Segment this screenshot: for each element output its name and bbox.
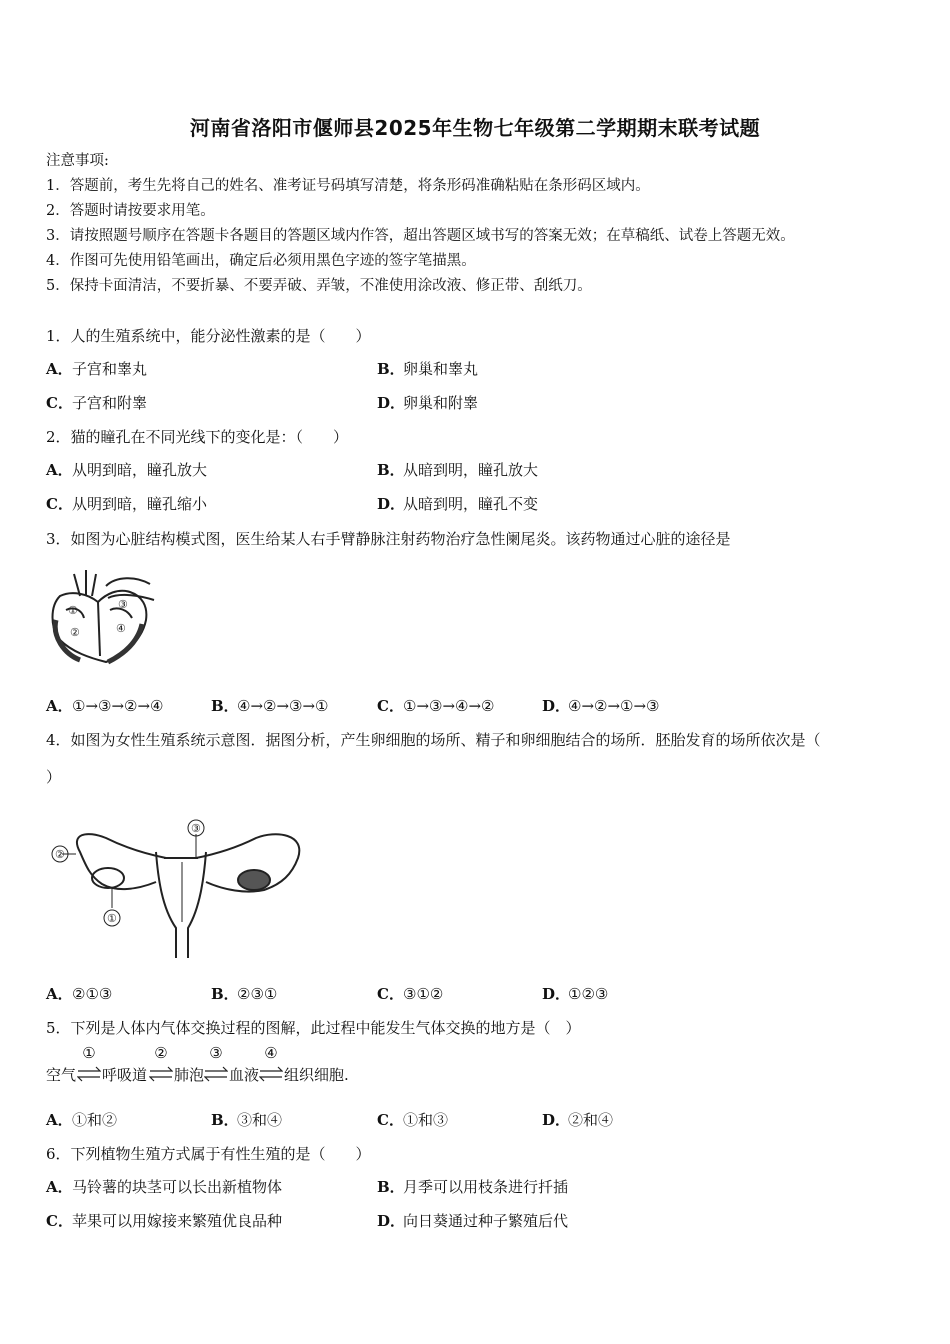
question-4-option-c [377, 984, 443, 1004]
option-text: 从暗到明，瞳孔不变 [403, 495, 539, 513]
option-text: ③①② [403, 985, 444, 1003]
option-text: ①→③→④→② [403, 697, 495, 715]
reversible-arrow-icon [149, 1066, 173, 1082]
notice-item: 1．答题前，考生先将自己的姓名、准考证号码填写清楚，将条形码准确粘贴在条形码区域内。 [46, 178, 650, 194]
question-4-option-a [46, 984, 112, 1004]
reversible-arrow-icon [77, 1066, 101, 1082]
option-text: ②①③ [72, 985, 113, 1003]
option-text: 从明到暗，瞳孔放大 [72, 461, 208, 479]
option-text: ①②③ [568, 985, 609, 1003]
option-label: C． [46, 1212, 73, 1230]
option-text: 马铃薯的块茎可以长出新植物体 [72, 1178, 283, 1196]
option-text: 月季可以用枝条进行扦插 [403, 1178, 569, 1196]
question-4-stem: 4．如图为女性生殖系统示意图．据图分析，产生卵细胞的场所、精子和卵细胞结合的场所．胚胎发育的场所依次是（ [46, 731, 821, 749]
equation-step-number: ③ [209, 1044, 223, 1062]
option-text: ①→③→②→④ [72, 697, 164, 715]
option-text: ④→②→①→③ [568, 697, 660, 715]
notice-item: 5．保持卡面清洁，不要折暴、不要弄破、弄皱，不准使用涂改液、修正带、刮纸刀。 [46, 278, 592, 294]
option-label: B． [377, 461, 405, 479]
option-text: 卵巢和睾丸 [403, 360, 479, 378]
heart-aorta-arch [106, 578, 154, 600]
question-6-option-b [377, 1177, 568, 1197]
question-4-option-d [542, 984, 608, 1004]
heart-label-4: ④ [116, 622, 126, 635]
option-label: D． [377, 495, 406, 513]
question-2-option-b [377, 460, 538, 480]
equation-step-number: ① [82, 1044, 96, 1062]
question-2-stem: 2．猫的瞳孔在不同光线下的变化是：（ ） [46, 428, 349, 446]
left-ovary [92, 868, 124, 888]
equation-step-number: ④ [264, 1044, 278, 1062]
uterus-label-1: ① [107, 912, 117, 925]
notice-heading: 注意事项: [46, 153, 109, 169]
gas-exchange-equation [46, 1044, 406, 1094]
question-5-option-c [377, 1110, 448, 1130]
heart-label-2: ② [70, 626, 80, 639]
equation-term: 肺泡 [174, 1066, 205, 1084]
left-oviduct [77, 834, 166, 889]
equation-term: 血液 [229, 1066, 260, 1084]
uterus-label-2: ② [55, 848, 65, 861]
option-label: C． [46, 394, 73, 412]
question-4-option-b [211, 984, 277, 1004]
uterus-body [156, 852, 206, 958]
question-1-option-a [46, 359, 147, 379]
option-label: A． [46, 1111, 73, 1129]
heart-label-1: ① [68, 604, 78, 617]
option-text: ②和④ [568, 1111, 614, 1129]
reversible-arrow-icon [204, 1066, 228, 1082]
question-6-option-a [46, 1177, 282, 1197]
option-label: D． [542, 985, 571, 1003]
option-label: C． [377, 697, 404, 715]
question-6-option-d [377, 1211, 568, 1231]
page-title: 河南省洛阳市偃师县2025年生物七年级第二学期期末联考试题 [189, 116, 761, 140]
heart-label-3: ③ [118, 598, 128, 611]
option-label: A． [46, 360, 73, 378]
question-3-option-a [46, 696, 164, 716]
option-label: D． [542, 697, 571, 715]
notice-item: 3．请按照题号顺序在答题卡各题目的答题区域内作答，超出答题区域书写的答案无效；在草稿纸、试卷上答题无效。 [46, 228, 795, 244]
option-label: A． [46, 461, 73, 479]
heart-septum [98, 602, 100, 656]
option-text: 从暗到明，瞳孔放大 [403, 461, 539, 479]
option-text: ②③① [237, 985, 278, 1003]
option-text: ③和④ [237, 1111, 283, 1129]
right-ovary [238, 870, 270, 890]
equation-term: 组织细胞. [284, 1066, 349, 1084]
option-label: C． [377, 1111, 404, 1129]
option-label: A． [46, 985, 73, 1003]
notice-item: 2．答题时请按要求用笔。 [46, 203, 215, 219]
question-1-option-c [46, 393, 147, 413]
option-label: A． [46, 1178, 73, 1196]
option-label: C． [46, 495, 73, 513]
option-label: B． [211, 1111, 239, 1129]
option-label: D． [542, 1111, 571, 1129]
question-2-option-d [377, 494, 538, 514]
option-text: 子宫和附睾 [72, 394, 148, 412]
question-5-option-b [211, 1110, 282, 1130]
question-2-option-c [46, 494, 207, 514]
equation-term: 空气 [46, 1066, 77, 1084]
female-reproductive-diagram [46, 818, 316, 968]
question-1-option-d [377, 393, 478, 413]
label-leader-lines [62, 834, 196, 908]
question-3-stem: 3．如图为心脏结构模式图，医生给某人右手臂静脉注射药物治疗急性阑尾炎。该药物通过心脏的途径是 [46, 530, 731, 548]
question-1-option-b [377, 359, 478, 379]
uterus-label-3: ③ [191, 822, 201, 835]
heart-diagram [46, 566, 158, 668]
option-text: ④→②→③→① [237, 697, 329, 715]
option-label: B． [211, 697, 239, 715]
option-text: 卵巢和附睾 [403, 394, 479, 412]
option-text: ①和② [72, 1111, 118, 1129]
question-6-option-c [46, 1211, 282, 1231]
question-5-stem: 5．下列是人体内气体交换过程的图解，此过程中能发生气体交换的地方是（ ） [46, 1019, 581, 1037]
option-label: C． [377, 985, 404, 1003]
equation-term: 呼吸道 [102, 1066, 148, 1084]
option-label: A． [46, 697, 73, 715]
option-label: B． [377, 1178, 405, 1196]
question-4-stem-continued: ） [46, 768, 62, 786]
reversible-arrow-icon [259, 1066, 283, 1082]
equation-step-number: ② [154, 1044, 168, 1062]
option-label: B． [211, 985, 239, 1003]
option-label: D． [377, 394, 406, 412]
option-text: 子宫和睾丸 [72, 360, 148, 378]
heart-vessels-top [74, 570, 96, 596]
question-3-option-d [542, 696, 660, 716]
option-text: 苹果可以用嫁接来繁殖优良品种 [72, 1212, 283, 1230]
question-5-option-a [46, 1110, 117, 1130]
question-6-stem: 6．下列植物生殖方式属于有性生殖的是（ ） [46, 1145, 371, 1163]
notice-item: 4．作图可先使用铅笔画出，确定后必须用黑色字迹的签字笔描黑。 [46, 253, 476, 269]
question-3-option-c [377, 696, 495, 716]
option-label: D． [377, 1212, 406, 1230]
option-text: 从明到暗，瞳孔缩小 [72, 495, 208, 513]
question-2-option-a [46, 460, 207, 480]
option-text: ①和③ [403, 1111, 449, 1129]
question-1-stem: 1．人的生殖系统中，能分泌性激素的是（ ） [46, 327, 371, 345]
option-label: B． [377, 360, 405, 378]
option-text: 向日葵通过种子繁殖后代 [403, 1212, 569, 1230]
question-3-option-b [211, 696, 329, 716]
question-5-option-d [542, 1110, 613, 1130]
